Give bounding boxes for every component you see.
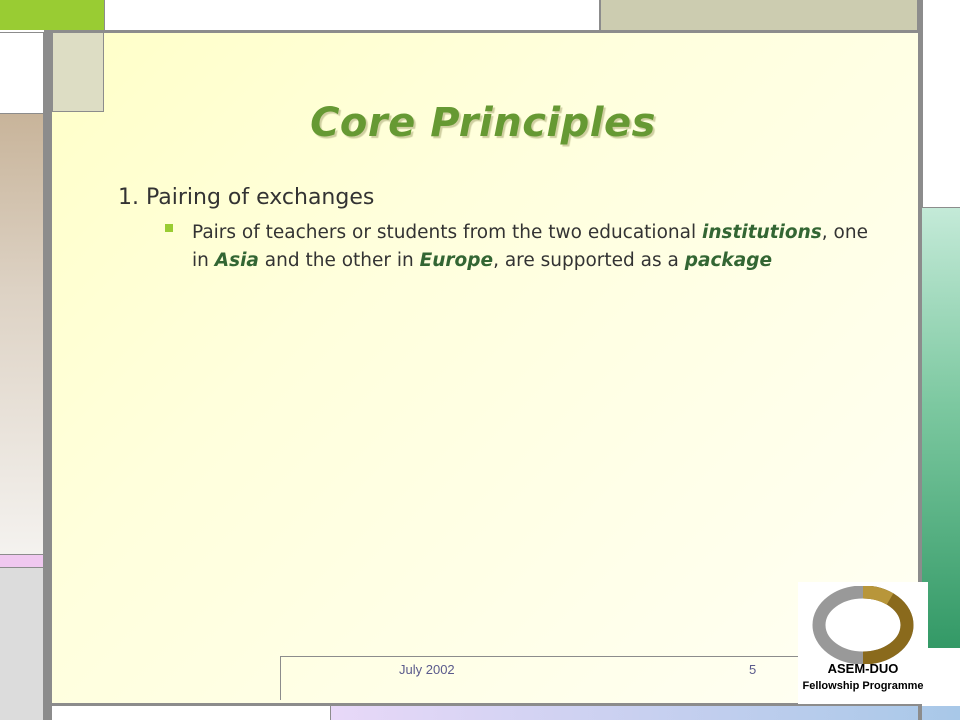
point-number: 1. bbox=[118, 185, 139, 210]
decorative-block-white-bottom bbox=[52, 706, 330, 720]
decorative-block-pink bbox=[0, 554, 44, 568]
footer-date: July 2002 bbox=[399, 662, 455, 677]
emphasis-institutions: institutions bbox=[701, 222, 822, 243]
asem-duo-logo bbox=[798, 582, 928, 704]
decorative-block-purple-bottom bbox=[330, 706, 960, 720]
bullet-text bbox=[192, 219, 882, 274]
logo-subtitle: Fellowship Programme bbox=[802, 680, 924, 692]
emphasis-package: package bbox=[684, 249, 773, 271]
point-text: Pairing of exchanges bbox=[146, 185, 375, 210]
bullet-text-part: and the other in bbox=[258, 249, 420, 271]
logo-name: ASEM-DUO bbox=[827, 661, 899, 676]
page-number: 5 bbox=[749, 662, 757, 677]
decorative-block-green bbox=[0, 0, 104, 30]
frame-line-top bbox=[44, 30, 918, 33]
ring-logo-icon bbox=[810, 586, 916, 664]
emphasis-asia: Asia bbox=[214, 249, 259, 271]
decorative-block-gray bbox=[0, 568, 44, 720]
emphasis-europe: Europe bbox=[419, 249, 494, 271]
bullet-text-part: , are supported as a bbox=[493, 249, 685, 271]
footer-box bbox=[280, 656, 800, 700]
numbered-point bbox=[118, 185, 374, 210]
decorative-block-gradient-left bbox=[0, 114, 44, 554]
slide-title: Core Principles bbox=[310, 100, 656, 146]
decorative-block-white bbox=[104, 0, 600, 32]
bullet-text-part: Pairs of teachers or students from the two educational bbox=[192, 222, 702, 243]
bullet-text-part: , one in bbox=[192, 222, 868, 271]
bullet-square-icon bbox=[165, 224, 173, 232]
frame-line-bottom bbox=[44, 703, 922, 706]
